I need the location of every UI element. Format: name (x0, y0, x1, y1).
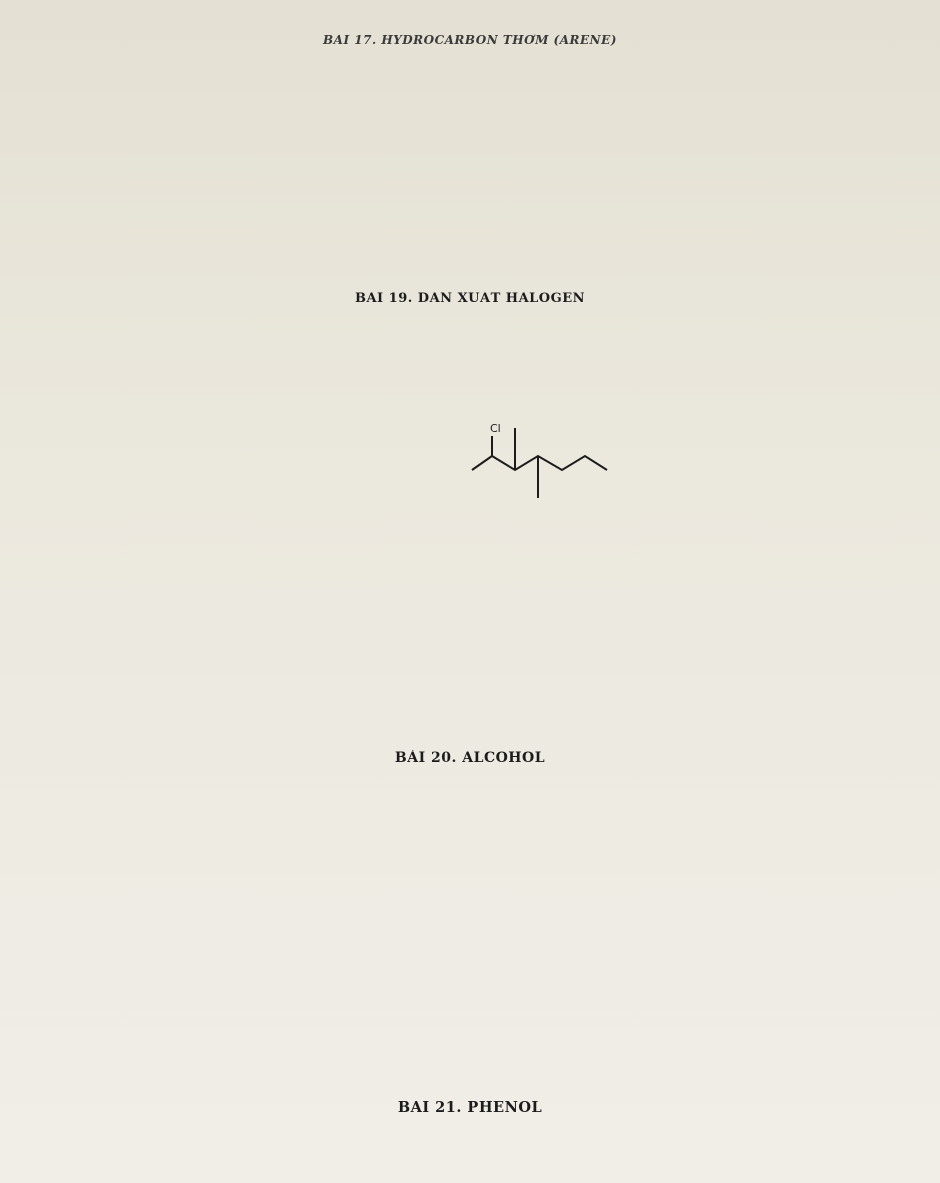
section-heading-arene: BÀI 17. HYDROCARBON THƠM (ARENE) (323, 34, 617, 47)
chlorine-label: Cl (490, 422, 501, 435)
carbon-chain (472, 456, 607, 470)
skeletal-formula (470, 418, 620, 508)
section-heading-phenol: BÀI 21. PHENOL (397, 1100, 543, 1116)
section-heading-alcohol: BÀI 20. ALCOHOL (394, 750, 546, 766)
section-heading-halogen: BÀI 19. DẪN XUẤT HALOGEN (354, 292, 586, 306)
